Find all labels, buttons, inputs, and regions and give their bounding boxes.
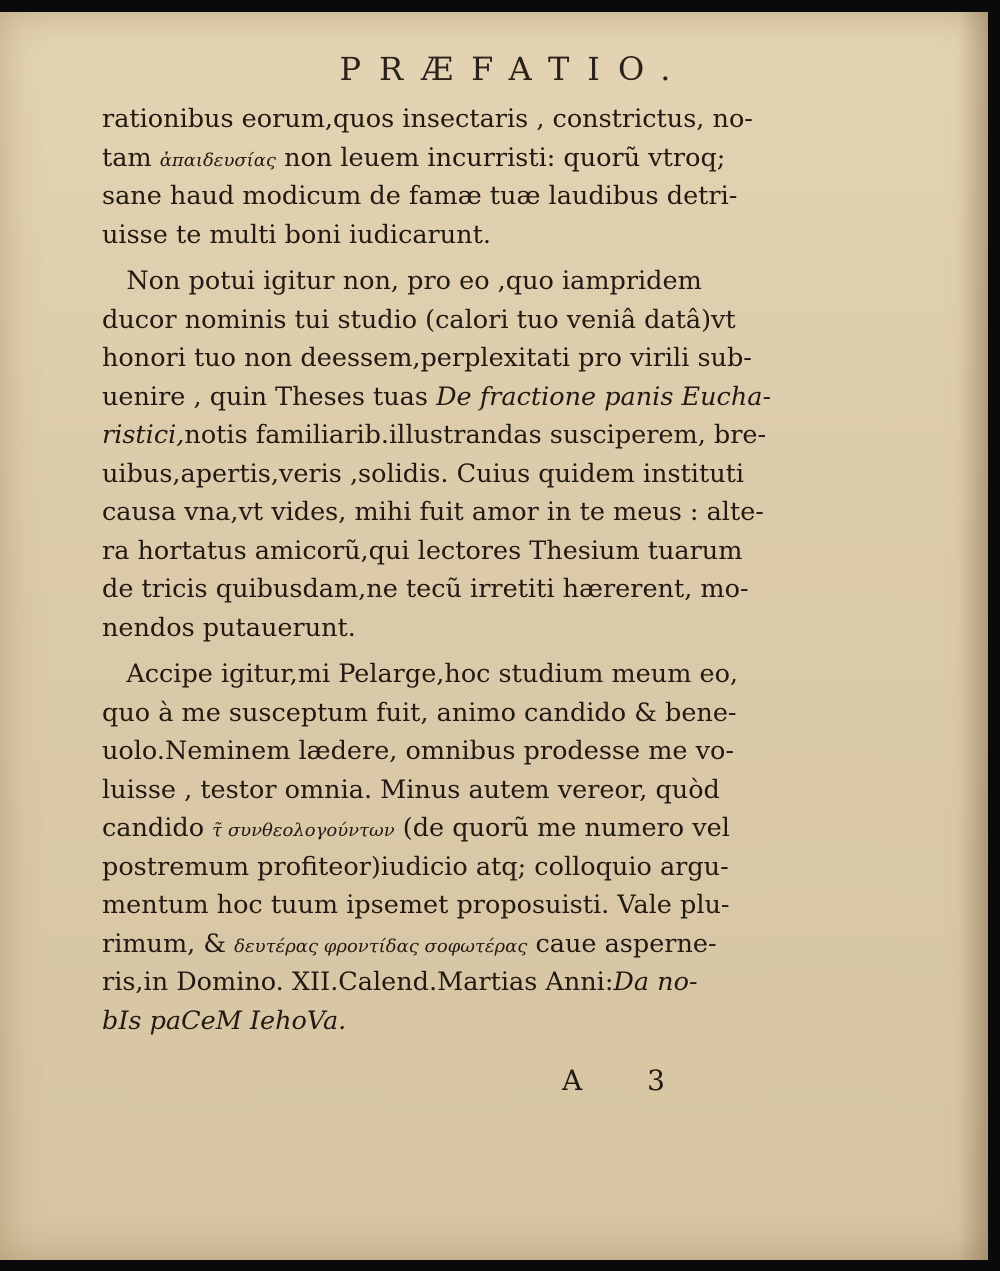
text-line: honori tuo non deessem,perplexitati pro virili sub- (102, 343, 752, 373)
text-line: uenire , quin Theses tuas De fractione panis Eucha- (102, 381, 772, 412)
text-line: nendos putauerunt. (102, 612, 356, 643)
text-line: Accipe igitur,mi Pelarge,hoc studium meum eo, (126, 659, 739, 689)
text-line: rationibus eorum,quos insectaris , constrictus, no- (102, 104, 753, 134)
text-line: tam ἀπαιδευσίας non leuem incurristi: quorũ vtroq; (102, 142, 726, 173)
text-line: ris,in Domino. XII.Calend.Martias Anni:Da no- (102, 967, 698, 997)
body-text (102, 100, 792, 1040)
paragraph-gap (102, 647, 792, 655)
paragraph-gap (102, 254, 792, 262)
text-line: candido τ̃ συνθεολογούντων (de quorũ me numero vel (102, 813, 730, 843)
text-line: uisse te multi boni iudicarunt. (102, 219, 491, 250)
text-line (102, 1002, 792, 1041)
text-line: de tricis quibusdam,ne tecũ irretiti hærerent, mo- (102, 574, 749, 604)
text-line: ra hortatus amicorũ,qui lectores Thesium tuarum (102, 535, 743, 566)
text-line: ristici,notis familiarib.illustrandas susciperem, bre- (102, 420, 767, 450)
text-line: luisse , testor omnia. Minus autem vereor, quòd (102, 774, 720, 805)
text-line: sane haud modicum de famæ tuæ laudibus detri- (102, 181, 738, 211)
greek-word: τ̃ συνθεολογούντων (212, 820, 395, 841)
text-line: mentum hoc tuum ipsemet proposuisti. Vale plu- (102, 890, 730, 920)
text-line: uolo.Neminem lædere, omnibus prodesse me vo- (102, 736, 734, 766)
chronogram: bIs paCeM IehoVa. (102, 1005, 347, 1036)
text-line: Non potui igitur non, pro eo ,quo iampridem (126, 266, 702, 296)
text-line: quo à me susceptum fuit, animo candido & bene- (102, 697, 737, 728)
book-page (0, 12, 988, 1260)
italic-title: De fractione panis Eucha- (436, 381, 772, 412)
text-line: uibus,apertis,veris ,solidis. Cuius quidem instituti (102, 458, 745, 489)
text-line: ducor nominis tui studio (calori tuo veniâ datâ)vt (102, 304, 736, 335)
text-line: rimum, & δευτέρας φροντίδας σοφωτέρας caue asperne- (102, 928, 717, 959)
chronogram: Da no- (613, 967, 698, 997)
greek-phrase: δευτέρας φροντίδας σοφωτέρας (234, 935, 528, 957)
signature-mark: A 3 (562, 1064, 693, 1097)
text-line: causa vna,vt vides, mihi fuit amor in te meus : alte- (102, 497, 764, 527)
text-line: postremum profiteor)iudicio atq; colloquio argu- (102, 851, 729, 882)
italic-title: ristici, (102, 420, 185, 450)
greek-word: ἀπαιδευσίας (159, 149, 276, 171)
running-head: PRÆFATIO. (339, 50, 689, 88)
